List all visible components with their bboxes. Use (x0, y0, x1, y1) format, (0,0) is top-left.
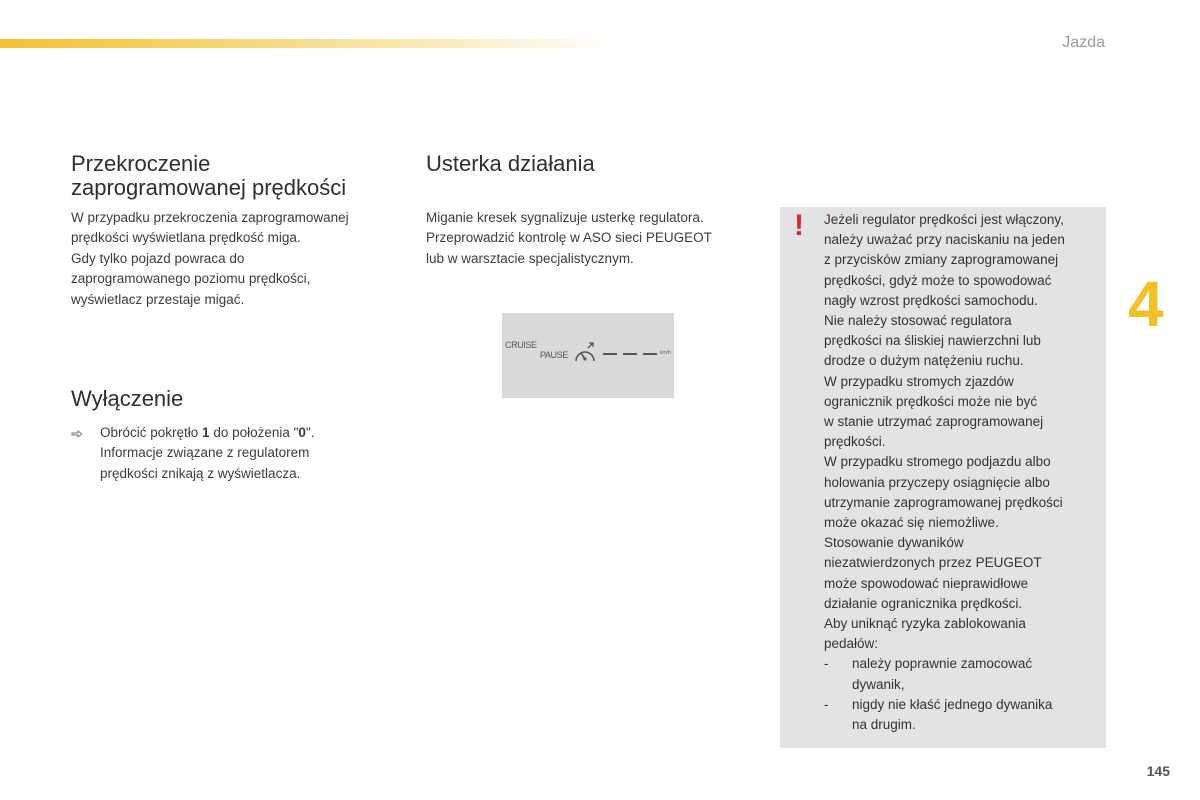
text-line: W przypadku stromych zjazdów (824, 373, 1014, 389)
text-line: W przypadku przekroczenia zaprogramowanej (71, 210, 349, 225)
chapter-number: 4 (1128, 268, 1164, 340)
text-line: Nie należy stosować regulatora (824, 313, 1012, 329)
display-dashes (603, 353, 657, 355)
text-line: Stosowanie dywaników (824, 535, 964, 551)
text-line: dywanik, (852, 676, 905, 692)
warning-text (824, 210, 1106, 735)
section-malfunction (426, 152, 766, 269)
text-line: należy uważać przy naciskaniu na jeden (824, 232, 1065, 248)
warning-box (780, 207, 1106, 748)
display-cruise-label: CRUISE (505, 340, 537, 350)
text-line: prędkości znikają z wyświetlacza. (100, 465, 301, 481)
text-line: w stanie utrzymać zaprogramowanej (824, 414, 1044, 430)
text-line: nagły wzrost prędkości samochodu. (824, 292, 1038, 308)
text-line: ogranicznik prędkości może nie być (824, 393, 1038, 409)
text-run: ". (305, 425, 315, 440)
text-line: należy poprawnie zamocować (852, 656, 1033, 672)
list-item (824, 695, 1106, 735)
text-line: holowania przyczepy osiągnięcie albo (824, 474, 1050, 490)
text-line: z przycisków zmiany zaprogramowanej (824, 252, 1059, 268)
header-accent-bar (0, 39, 620, 48)
text-line: prędkości na śliskiej nawierzchni lub (824, 333, 1041, 349)
text-line: Gdy tylko pojazd powraca do (71, 250, 245, 266)
heading-line: zaprogramowanej prędkości (71, 175, 347, 200)
emphasis-text: 0 (298, 425, 306, 440)
text-line: wyświetlacz przestaje migać. (71, 291, 245, 307)
text-line: może spowodować nieprawidłowe (824, 575, 1029, 591)
paragraph (426, 208, 766, 269)
list-dash: - (824, 656, 829, 672)
page-number: 145 (1146, 763, 1170, 779)
heading-line: Przekroczenie (71, 151, 211, 176)
text-run: do położenia " (209, 425, 299, 440)
bullet-item (71, 423, 391, 484)
text-line: Jeżeli regulator prędkości jest włączony, (824, 212, 1064, 227)
text-line: prędkości. (824, 434, 886, 450)
text-line: zaprogramowanego poziomu prędkości, (71, 271, 311, 287)
text-line: utrzymanie zaprogramowanej prędkości (824, 494, 1063, 510)
text-line: Miganie kresek sygnalizuje usterkę regulatora. (426, 210, 704, 225)
list-item (824, 654, 1106, 694)
text-line: może okazać się niemożliwe. (824, 515, 999, 531)
emphasis-text: 1 (202, 425, 210, 440)
bullet-text (100, 423, 314, 443)
text-line: na drugim. (852, 717, 916, 733)
cruise-display-illustration (502, 313, 674, 398)
section-heading (71, 152, 411, 200)
text-line: niezatwierdzonych przez PEUGEOT (824, 555, 1042, 571)
text-line: pedałów: (824, 636, 879, 652)
text-line: działanie ogranicznika prędkości. (824, 595, 1023, 611)
list-dash: - (824, 696, 829, 712)
text-line: nigdy nie kłaść jednego dywanika (852, 696, 1053, 712)
text-line: Aby uniknąć ryzyka zablokowania (824, 616, 1026, 632)
speedometer-icon (572, 342, 598, 371)
section-title: Jazda (1062, 34, 1105, 51)
section-speed-exceeded (71, 152, 411, 310)
dash-segment (603, 353, 617, 355)
text-line: W przypadku stromego podjazdu albo (824, 454, 1051, 470)
section-heading: Wyłączenie (71, 386, 184, 411)
text-line: lub w warsztacie specjalistycznym. (426, 250, 634, 266)
warning-icon: ! (794, 209, 804, 242)
dash-segment (643, 353, 657, 355)
section-heading: Usterka działania (426, 151, 595, 176)
display-unit: km/h (660, 350, 671, 356)
hand-pointer-icon (71, 423, 100, 484)
display-pause-label: PAUSE (540, 350, 568, 360)
text-line: prędkości, gdyż może to spowodować (824, 272, 1052, 288)
section-switch-off (71, 387, 391, 484)
text-line: Informacje związane z regulatorem (100, 445, 310, 461)
text-line: prędkości wyświetlana prędkość miga. (71, 230, 301, 246)
text-line: Przeprowadzić kontrolę w ASO sieci PEUGEOT (426, 230, 712, 246)
dash-segment (623, 353, 637, 355)
text-line: drodze o dużym natężeniu ruchu. (824, 353, 1024, 369)
text-run: Obrócić pokrętło (100, 425, 203, 440)
paragraph (71, 208, 411, 310)
